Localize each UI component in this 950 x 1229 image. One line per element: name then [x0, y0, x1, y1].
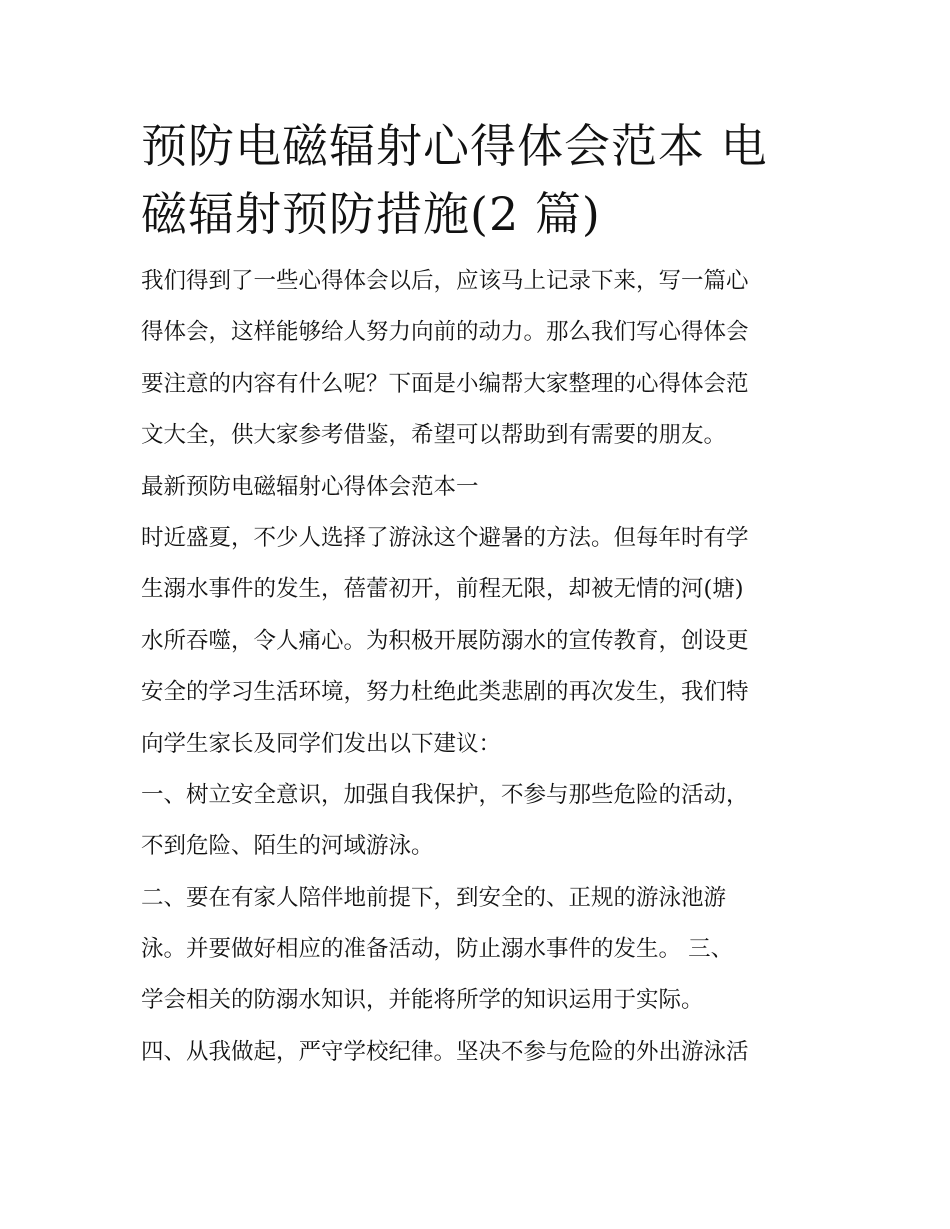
document-title: [141, 112, 821, 248]
body-line: 向学生家长及同学们发出以下建议：: [141, 730, 502, 757]
body-line: 得体会，这样能够给人努力向前的动力。那么我们写心得体会: [141, 319, 749, 346]
document-body: [141, 256, 821, 1078]
list-item: 一、树立安全意识，加强自我保护，不参与那些危险的活动，: [141, 781, 749, 808]
list-item: 二、要在有家人陪伴地前提下，到安全的、正规的游泳池游: [141, 884, 727, 911]
list-item: 不到危险、陌生的河域游泳。: [141, 833, 434, 860]
body-line: 水所吞噬，令人痛心。为积极开展防溺水的宣传教育，创设更: [141, 627, 749, 654]
list-item: 学会相关的防溺水知识，并能将所学的知识运用于实际。: [141, 987, 704, 1014]
title-line: 预防电磁辐射心得体会范本 电: [141, 119, 768, 173]
document-content: [141, 112, 821, 1078]
list-item: 泳。并要做好相应的准备活动，防止溺水事件的发生。 三、: [141, 936, 734, 963]
body-line: 我们得到了一些心得体会以后，应该马上记录下来，写一篇心: [141, 268, 749, 294]
list-item: 四、从我做起，严守学校纪律。坚决不参与危险的外出游泳活: [141, 1038, 749, 1065]
body-line: 安全的学习生活环境，努力杜绝此类悲剧的再次发生，我们特: [141, 679, 749, 706]
body-line: 生溺水事件的发生，蓓蕾初开，前程无限，却被无情的河(塘): [141, 576, 744, 603]
body-line: 文大全，供大家参考借鉴，希望可以帮助到有需要的朋友。: [141, 422, 727, 449]
body-line: 时近盛夏，不少人选择了游泳这个避暑的方法。但每年时有学: [141, 524, 749, 551]
section-heading: 最新预防电磁辐射心得体会范本一: [141, 473, 479, 500]
title-line: 磁辐射预防措施(2 篇): [141, 187, 601, 241]
body-line: 要注意的内容有什么呢？下面是小编帮大家整理的心得体会范: [141, 370, 749, 397]
